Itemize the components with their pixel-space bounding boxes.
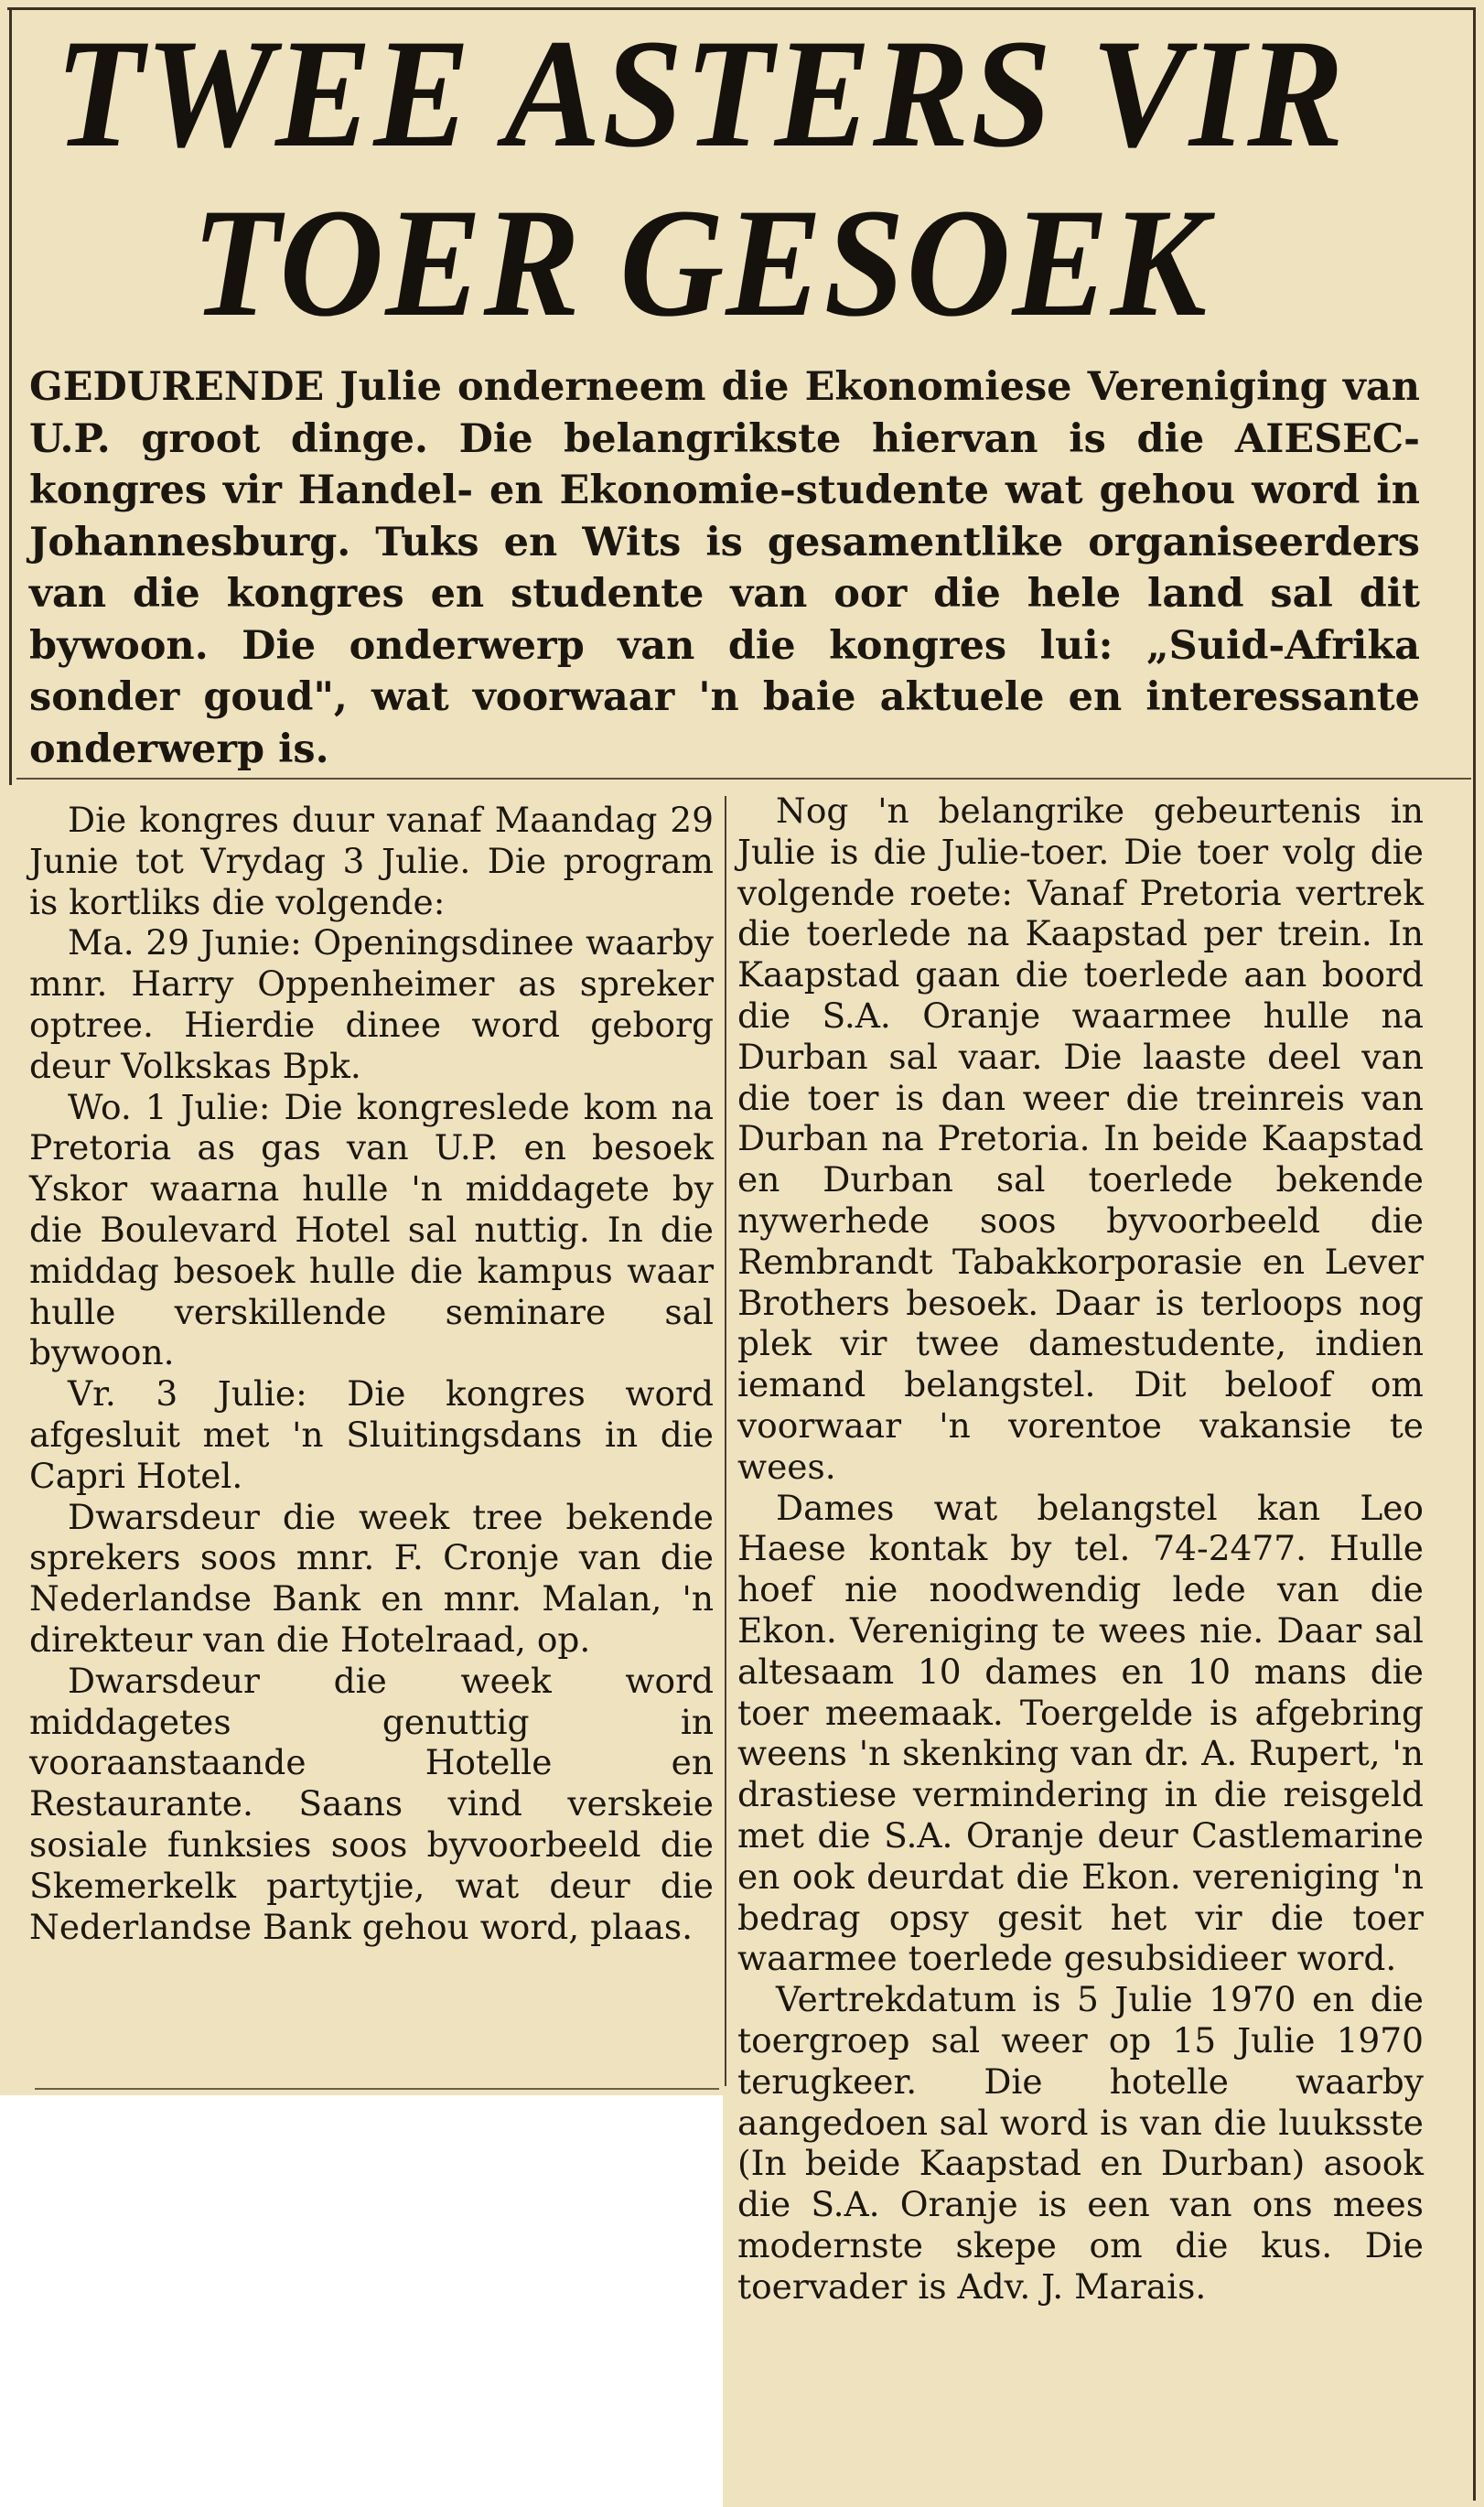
left-rule [9, 7, 12, 785]
left-paragraph: Die kongres duur vanaf Maandag 29 Junie tot Vrydag 3 Julie. Die program is kortliks die volgende: [29, 800, 714, 922]
left-paragraph: Wo. 1 Julie: Die kongreslede kom na Pretoria as gas van U.P. en besoek Yskor waarna hulle 'n middagete by die Boulevard Hotel sal nuttig. In die middag besoek hulle die kampus waar hulle verskillende seminare sal bywoon. [29, 1086, 714, 1373]
left-paragraph: Dwarsdeur die week word middagetes genuttig in vooraanstaande Hotelle en Restaurante. Saans vind verskeie sosiale funksies soos byvoorbeeld die Skemerkelk partytjie, wat deur die Nederlandse Bank gehou word, plaas. [29, 1660, 714, 1947]
article-headline [37, 9, 1364, 348]
headline-line-1: TWEE ASTERS VIR [55, 7, 1346, 179]
column-divider [725, 796, 726, 2086]
headline-line-2: TOER GESOEK [191, 177, 1210, 349]
right-paragraph: Vertrekdatum is 5 Julie 1970 en die toergroep sal weer op 15 Julie 1970 terugkeer. Die hotelle waarby aangedoen sal word is van die luuksste (In beide Kaapstad en Durban) asook die S.A. Oranje is een van ons mees modernste skepe om die kus. Die toervader is Adv. J. Marais. [737, 1979, 1424, 2307]
left-column-end-rule [35, 2088, 719, 2090]
lede-divider [16, 778, 1471, 780]
blank-area [0, 2095, 723, 2507]
lede-text: Julie onderneem die Ekonomiese Vereniging van U.P. groot dinge. Die belangrikste hiervan is die AIESEC-kongres vir Handel- en Ekonomie-studente wat gehou word in Johannesburg. Tuks en Wits is gesamentlike organiseerders van die kongres en studente van oor die hele land sal dit bywoon. Die onderwerp van die kongres lui: „Suid-Afrika sonder goud", wat voorwaar 'n baie aktuele en interessante onderwerp is. [29, 364, 1420, 772]
lede-lead-word: GEDURENDE [29, 364, 325, 410]
right-rule [1473, 7, 1476, 2501]
right-paragraph: Dames wat belangstel kan Leo Haese kontak by tel. 74-2477. Hulle hoef nie noodwendig lede van die Ekon. Vereniging te wees nie. Daar sal altesaam 10 dames en 10 mans die toer meemaak. Toergelde is afgebring weens 'n skenking van dr. A. Rupert, 'n drastiese vermindering in die reisgeld met die S.A. Oranje deur Castlemarine en ook deurdat die Ekon. vereniging 'n bedrag opsy gesit het vir die toer waarmee toerlede gesubsidieer word. [737, 1487, 1424, 1979]
right-column [737, 791, 1424, 2307]
right-paragraph: Nog 'n belangrike gebeurtenis in Julie is die Julie-toer. Die toer volg die volgende roete: Vanaf Pretoria vertrek die toerlede na Kaapstad per trein. In Kaapstad gaan die toerlede aan boord die S.A. Oranje waarmee hulle na Durban sal vaar. Die laaste deel van die toer is dan weer die treinreis van Durban na Pretoria. In beide Kaapstad en Durban sal toerlede bekende nywerhede soos byvoorbeeld die Rembrandt Tabakkorporasie en Lever Brothers besoek. Daar is terloops nog plek vir twee damestudente, indien iemand belangstel. Dit beloof om voorwaar 'n vorentoe vakansie te wees. [737, 791, 1424, 1487]
left-column [29, 800, 714, 1947]
left-paragraph: Vr. 3 Julie: Die kongres word afgesluit met 'n Sluitingsdans in die Capri Hotel. [29, 1373, 714, 1496]
article-lede [29, 361, 1420, 775]
left-paragraph: Dwarsdeur die week tree bekende sprekers soos mnr. F. Cronje van die Nederlandse Bank en mnr. Malan, 'n direkteur van die Hotelraad, op. [29, 1496, 714, 1660]
left-paragraph: Ma. 29 Junie: Openingsdinee waarby mnr. Harry Oppenheimer as spreker optree. Hierdie dinee word geborg deur Volkskas Bpk. [29, 922, 714, 1086]
